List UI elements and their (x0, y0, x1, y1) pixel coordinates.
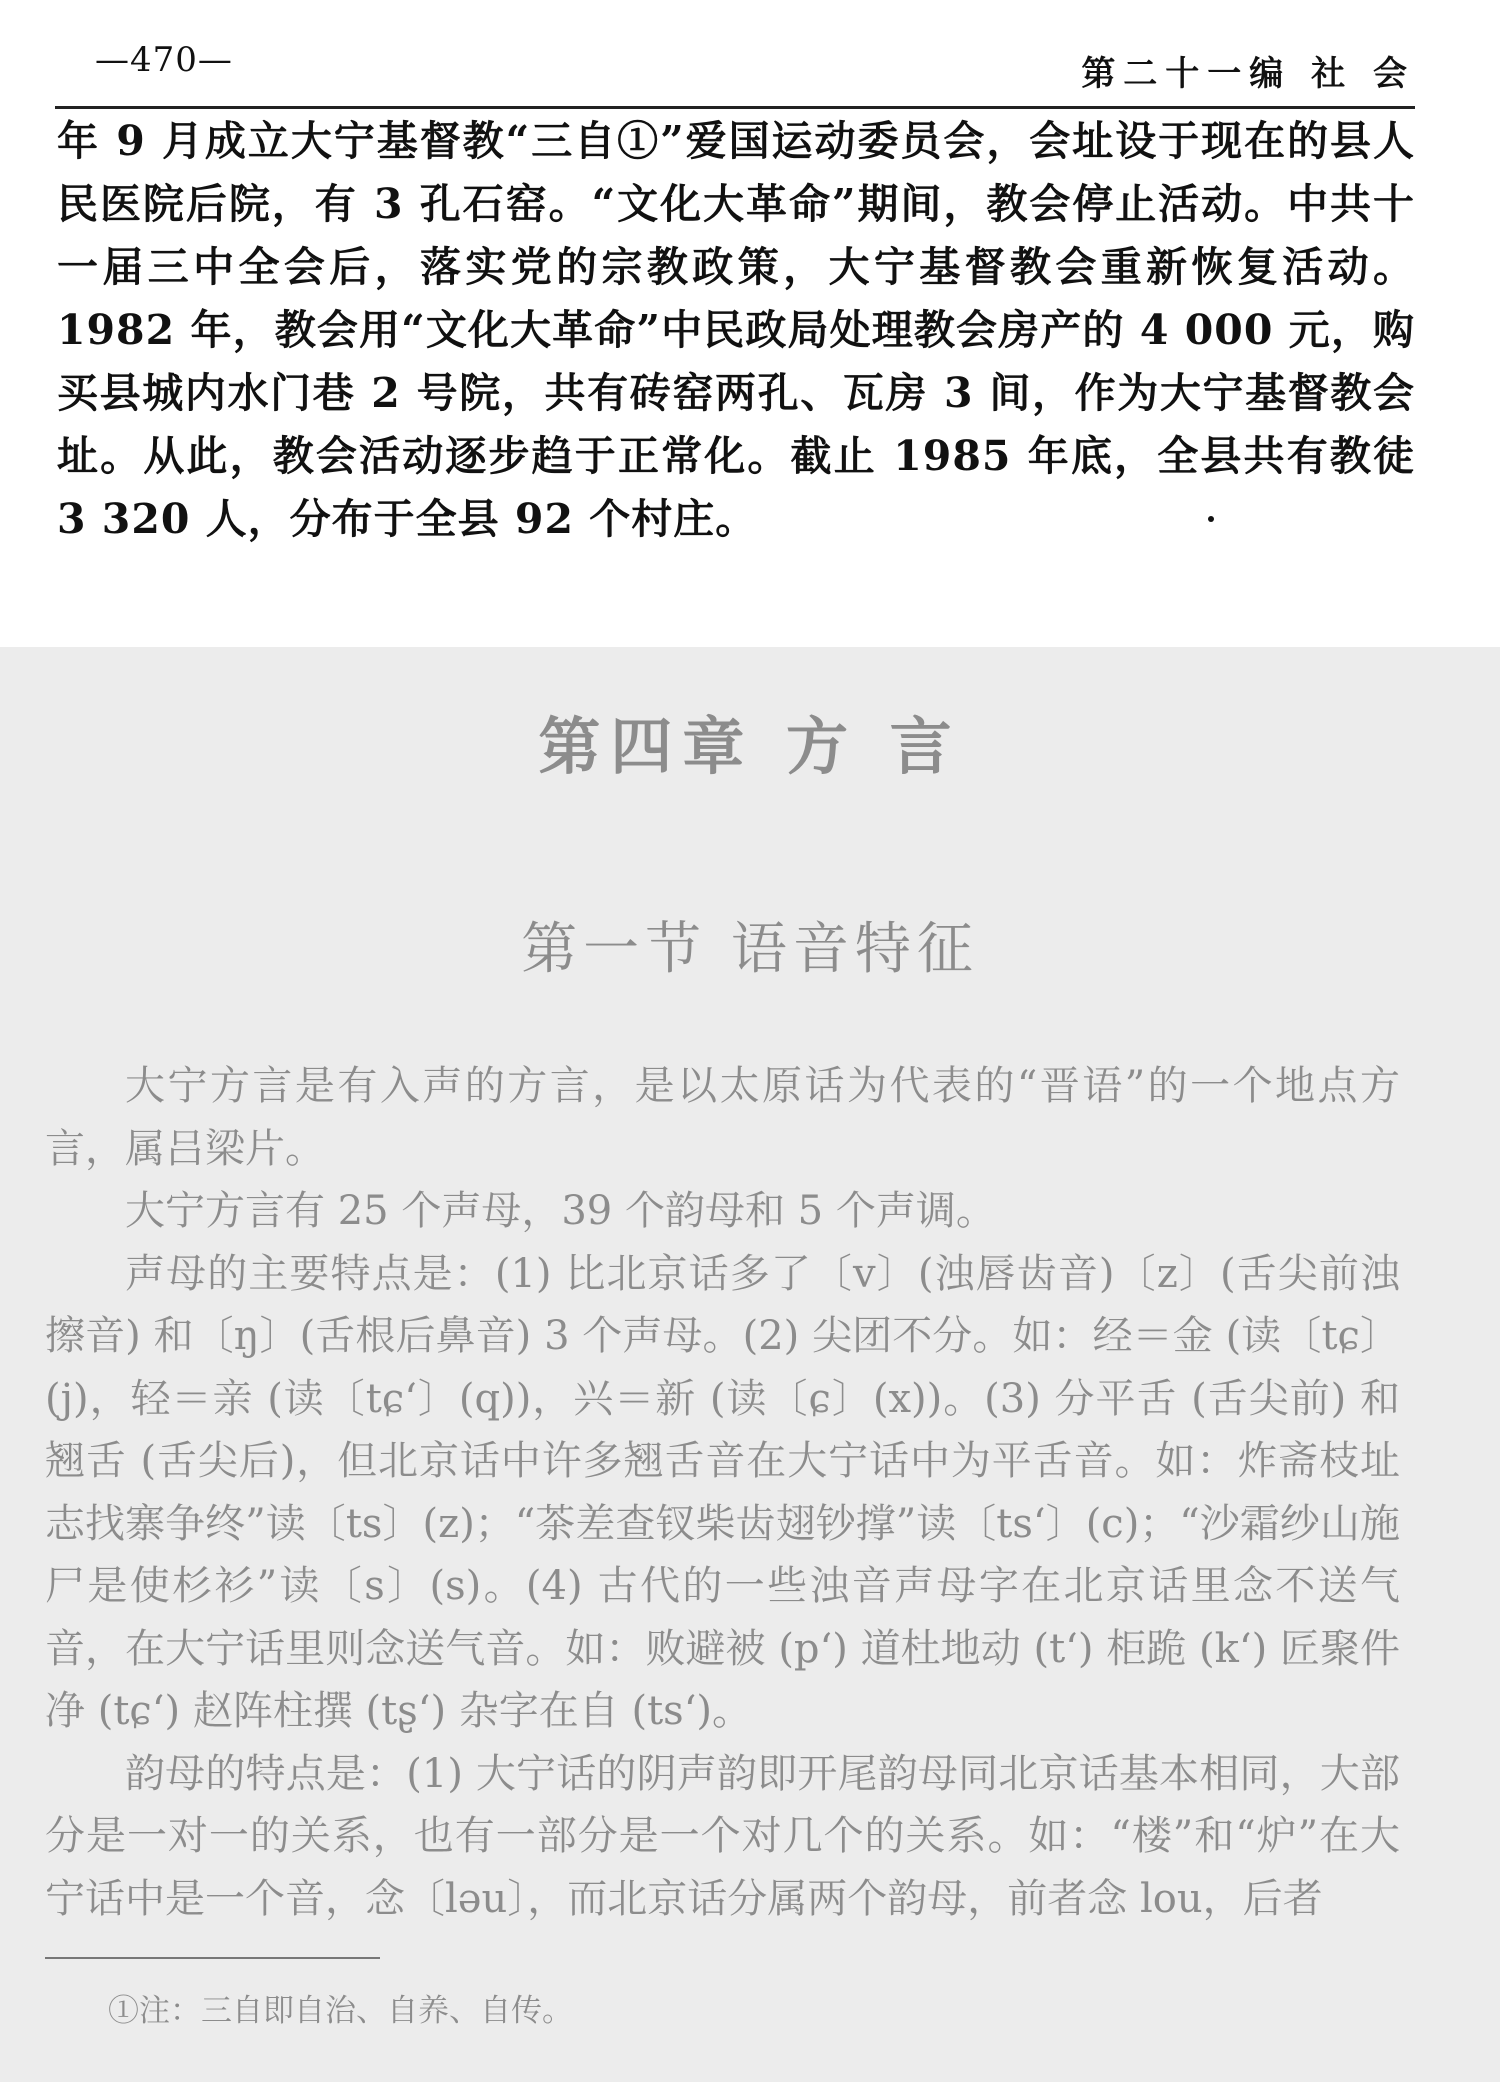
paragraph: 声母的主要特点是：(1) 比北京话多了〔v〕(浊唇齿音)〔z〕(舌尖前浊擦音) 和〔ŋ〕(舌根后鼻音) 3 个声母。(2) 尖团不分。如：经＝金 (读〔tɕ〕(j)，轻＝亲 (读〔tɕ‘〕(q))，兴＝新 (读〔ɕ〕(x))。(3) 分平舌 (舌尖前) 和翘舌 (舌尖后)，但北京话中许多翘舌音在大宁话中为平舌音。如：炸斋枝址志找寨争终”读〔ts〕(z)；“茶差查钗柴齿翅钞撑”读〔ts‘〕(c)；“沙霜纱山施尸是使杉衫”读〔s〕(s)。(4) 古代的一些浊音声母字在北京话里念不送气音，在大宁话里则念送气音。如：败避被 (p‘) 道杜地动 (t‘) 柜跪 (k‘) 匠聚件净 (tɕ‘) 赵阵柱撰 (tʂ‘) 杂字在自 (ts‘)。 (45, 1250, 1400, 1734)
top-section (57, 110, 1415, 551)
lower-section (0, 647, 1500, 2082)
paragraph: 韵母的特点是：(1) 大宁话的阴声韵即开尾韵母同北京话基本相同，大部分是一对一的关系，也有一部分是一个对几个的关系。如：“楼”和“炉”在大宁话中是一个音，念〔ləu〕，而北京话分属两个韵母，前者念 lou，后者 (45, 1750, 1400, 1922)
top-paragraph: 年 9 月成立大宁基督教“三自①”爱国运动委员会，会址设于现在的县人民医院后院，有 3 孔石窑。“文化大革命”期间，教会停止活动。中共十一届三中全会后，落实党的宗教政策，大宁基督教会重新恢复活动。1982 年，教会用“文化大革命”中民政局处理教会房产的 4 000 元，购买县城内水门巷 2 号院，共有砖窑两孔、瓦房 3 间，作为大宁基督教会址。从此，教会活动逐步趋于正常化。截止 1985 年底，全县共有教徒 3 320 人，分布于全县 92 个村庄。 (57, 117, 1415, 543)
page-header (55, 28, 1415, 109)
running-head: 第二十一编 社 会 (1081, 54, 1415, 94)
chapter-title: 第四章 方 言 (538, 710, 962, 783)
page-number: —470— (95, 40, 233, 80)
scan-speck (1208, 516, 1214, 522)
section-title: 第一节 语音特征 (521, 917, 979, 982)
paragraph: 大宁方言有 25 个声母，39 个韵母和 5 个声调。 (125, 1188, 996, 1234)
footnote-rule (45, 1957, 380, 1959)
section-body (45, 1055, 1400, 1930)
footnote: ①注：三自即自治、自养、自传。 (108, 1993, 573, 2029)
paragraph: 大宁方言是有入声的方言，是以太原话为代表的“晋语”的一个地点方言，属吕梁片。 (45, 1063, 1400, 1172)
